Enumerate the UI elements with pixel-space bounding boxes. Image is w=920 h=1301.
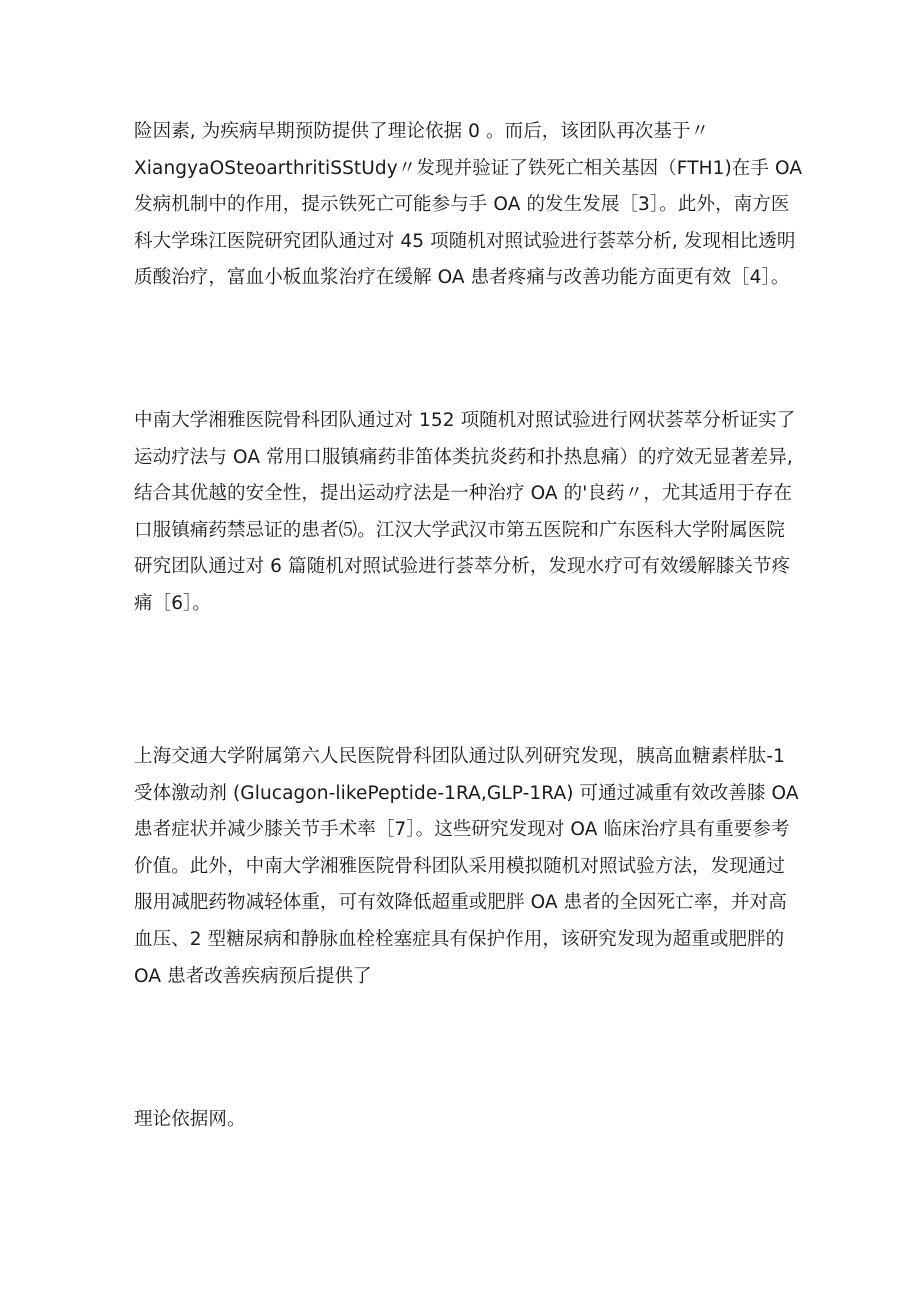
paragraph-2 bbox=[134, 403, 804, 623]
text-line: 服用减肥药物减轻体重，可有效降低超重或肥胖 OA 患者的全因死亡率，并对高 bbox=[134, 892, 787, 914]
text-line: 受体激动剂 (Glucagon-likePeptide-1RA,GLP-1RA) 可通过减重有效改善膝 OA bbox=[134, 782, 799, 804]
text-line: 血压、2 型糖尿病和静脉血栓栓塞症具有保护作用，该研究发现为超重或肥胖的 bbox=[134, 928, 785, 950]
text-line: 中南大学湘雅医院骨科团队通过对 152 项随机对照试验进行网状荟萃分析证实了 bbox=[134, 410, 796, 431]
text-line: 险因素, 为疾病早期预防提供了理论依据 0 。而后，该团队再次基于〃 bbox=[134, 121, 710, 142]
text-line: 运动疗法与 OA 常用口服镇痛药非笛体类抗炎药和扑热息痛）的疗效无显著差异, bbox=[134, 446, 793, 468]
text-line: 痛［6］。 bbox=[134, 592, 212, 614]
text-line: 上海交通大学附属第六人民医院骨科团队通过队列研究发现，胰高血糖素样肽-1 bbox=[134, 746, 786, 767]
paragraph-4 bbox=[134, 1102, 804, 1139]
text-line: 结合其优越的安全性，提出运动疗法是一种治疗 OA 的'良药〃，尤其适用于存在 bbox=[134, 483, 793, 505]
text-line: 研究团队通过对 6 篇随机对照试验进行荟萃分析，发现水疗可有效缓解膝关节疼 bbox=[134, 556, 791, 578]
text-line: 科大学珠江医院研究团队通过对 45 项随机对照试验进行荟萃分析, 发现相比透明 bbox=[134, 230, 796, 252]
text-line: 发病机制中的作用，提示铁死亡可能参与手 OA 的发生发展［3］。此外，南方医 bbox=[134, 194, 790, 216]
text-line: OA 患者改善疾病预后提供了 bbox=[134, 965, 372, 987]
text-line: 价值。此外，中南大学湘雅医院骨科团队采用模拟随机对照试验方法，发现通过 bbox=[134, 855, 786, 877]
text-line: XiangyaOSteoarthritiSStUdy〃发现并验证了铁死亡相关基因（FTH1)在手 OA bbox=[134, 157, 803, 179]
text-line: 患者症状并减少膝关节手术率［7］。这些研究发现对 OA 临床治疗具有重要参考 bbox=[134, 819, 790, 841]
text-line: 口服镇痛药禁忌证的患者⑸。江汉大学武汉市第五医院和广东医科大学附属医院 bbox=[134, 519, 786, 541]
text-line: 理论依据网。 bbox=[134, 1109, 246, 1130]
paragraph-1 bbox=[134, 114, 804, 297]
paragraph-3 bbox=[134, 739, 804, 995]
text-line: 质酸治疗，富血小板血浆治疗在缓解 OA 患者疼痛与改善功能方面更有效［4］。 bbox=[134, 267, 790, 289]
